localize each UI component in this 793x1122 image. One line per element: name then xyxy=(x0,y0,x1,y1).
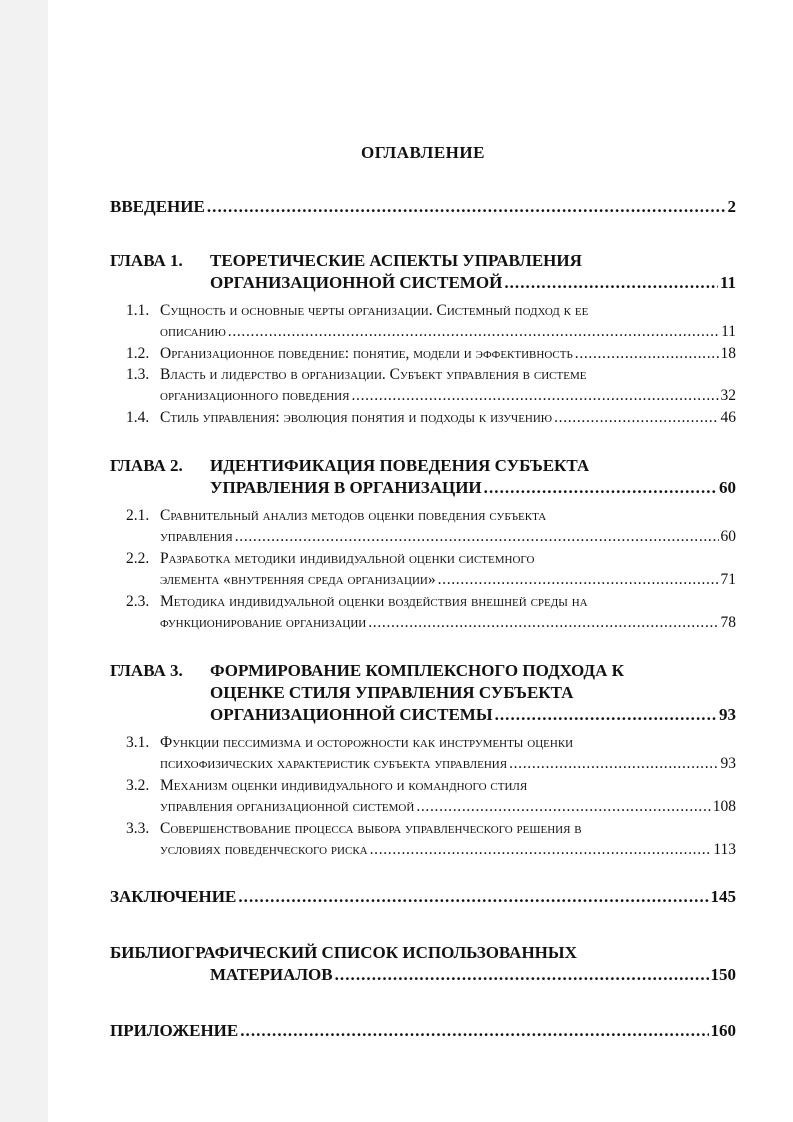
entry-page: 2 xyxy=(727,197,736,216)
leader-dots xyxy=(504,272,718,294)
entry-page: 78 xyxy=(720,614,736,631)
toc-section-3-3 xyxy=(110,818,736,860)
toc-section-1-3 xyxy=(110,364,736,406)
section-number: 3.2. xyxy=(126,777,150,794)
chapter-number: ГЛАВА 1. xyxy=(110,251,183,270)
leader-dots xyxy=(416,796,710,817)
section-number: 1.3. xyxy=(126,366,150,383)
entry-title-line: БИБЛИОГРАФИЧЕСКИЙ СПИСОК ИСПОЛЬЗОВАННЫХ xyxy=(110,943,577,962)
section-title-line: организационного поведения xyxy=(160,387,350,404)
section-number: 1.4. xyxy=(126,409,150,426)
entry-page: 108 xyxy=(712,798,736,815)
section-title-line: функционирование организации xyxy=(160,614,367,631)
section-title-line: управления организационной системой xyxy=(160,798,415,815)
leader-dots xyxy=(368,612,718,633)
chapter-title-line: ТЕОРЕТИЧЕСКИЕ АСПЕКТЫ УПРАВЛЕНИЯ xyxy=(210,251,582,270)
toc-section-1-2 xyxy=(110,343,736,364)
section-number: 2.3. xyxy=(126,593,150,610)
toc-section-2-3 xyxy=(110,591,736,633)
section-title-line: Стиль управления: эволюция понятия и подходы к изучению xyxy=(160,409,553,426)
section-title-line: Сравнительный анализ методов оценки поведения субъекта xyxy=(160,507,547,524)
toc-chapter-1 xyxy=(110,250,736,294)
entry-page: 60 xyxy=(720,528,736,545)
toc-title: ОГЛАВЛЕНИЕ xyxy=(361,143,485,162)
section-title-line: Разработка методики индивидуальной оценки системного xyxy=(160,550,535,567)
toc-entry-conclusion xyxy=(110,886,736,908)
leader-dots xyxy=(484,477,717,499)
entry-page: 150 xyxy=(710,965,736,984)
leader-dots xyxy=(438,569,719,590)
chapter-title-line: ФОРМИРОВАНИЕ КОМПЛЕКСНОГО ПОДХОДА К xyxy=(210,661,624,680)
toc-chapter-2 xyxy=(110,455,736,499)
toc-section-1-4 xyxy=(110,407,736,428)
toc-section-3-2 xyxy=(110,775,736,817)
section-title-line: Совершенствование процесса выбора управленческого решения в xyxy=(160,820,582,837)
section-number: 1.1. xyxy=(126,302,150,319)
entry-page: 60 xyxy=(719,478,736,497)
section-number: 2.1. xyxy=(126,507,150,524)
toc-chapter-3 xyxy=(110,660,736,726)
section-title-line: управления xyxy=(160,528,233,545)
toc-entry-intro xyxy=(110,196,736,218)
section-title-line: психофизических характеристик субъекта управления xyxy=(160,755,508,772)
leader-dots xyxy=(554,407,718,428)
leader-dots xyxy=(335,964,709,986)
entry-page: 93 xyxy=(719,705,736,724)
entry-page: 11 xyxy=(719,273,736,292)
entry-page: 93 xyxy=(720,755,736,772)
entry-page: 71 xyxy=(720,571,736,588)
toc-entry-bibliography xyxy=(110,942,736,986)
entry-page: 18 xyxy=(720,345,736,362)
leader-dots xyxy=(235,526,719,547)
toc-section-1-1 xyxy=(110,300,736,342)
leader-dots xyxy=(240,1020,708,1042)
toc-section-3-1 xyxy=(110,732,736,774)
section-title-line: элемента «внутренняя среда организации» xyxy=(160,571,436,588)
chapter-title-line: ИДЕНТИФИКАЦИЯ ПОВЕДЕНИЯ СУБЪЕКТА xyxy=(210,456,590,475)
entry-title: ПРИЛОЖЕНИЕ xyxy=(110,1021,239,1040)
chapter-title-line: ОЦЕНКЕ СТИЛЯ УПРАВЛЕНИЯ СУБЪЕКТА xyxy=(210,683,574,702)
toc-entry-appendix xyxy=(110,1020,736,1042)
entry-page: 32 xyxy=(720,387,736,404)
entry-title-line: МАТЕРИАЛОВ xyxy=(210,965,333,984)
entry-page: 160 xyxy=(710,1021,736,1040)
section-number: 1.2. xyxy=(126,345,150,362)
entry-page: 11 xyxy=(721,323,736,340)
leader-dots xyxy=(370,839,712,860)
section-title-line: Организационное поведение: понятие, модели и эффективность xyxy=(160,345,573,362)
toc-section-2-2 xyxy=(110,548,736,590)
chapter-title-line: ОРГАНИЗАЦИОННОЙ СИСТЕМЫ xyxy=(210,705,493,724)
chapter-number: ГЛАВА 3. xyxy=(110,661,183,680)
section-number: 3.1. xyxy=(126,734,150,751)
entry-page: 46 xyxy=(720,409,736,426)
section-title-line: описанию xyxy=(160,323,226,340)
leader-dots xyxy=(575,343,719,364)
section-title-line: Сущность и основные черты организации. Системный подход к ее xyxy=(160,302,589,319)
toc-section-2-1 xyxy=(110,505,736,547)
leader-dots xyxy=(228,321,719,342)
section-number: 3.3. xyxy=(126,820,150,837)
leader-dots xyxy=(495,704,717,726)
section-title-line: Функции пессимизма и осторожности как инструменты оценки xyxy=(160,734,574,751)
section-title-line: Власть и лидерство в организации. Субъект управления в системе xyxy=(160,366,587,383)
leader-dots xyxy=(207,196,726,218)
leader-dots xyxy=(238,886,708,908)
chapter-number: ГЛАВА 2. xyxy=(110,456,183,475)
section-number: 2.2. xyxy=(126,550,150,567)
entry-page: 113 xyxy=(713,841,736,858)
entry-page: 145 xyxy=(710,887,736,906)
chapter-title-line: УПРАВЛЕНИЯ В ОРГАНИЗАЦИИ xyxy=(210,478,482,497)
section-title-line: Методика индивидуальной оценки воздействия внешней среды на xyxy=(160,593,588,610)
entry-title: ВВЕДЕНИЕ xyxy=(110,197,205,216)
entry-title: ЗАКЛЮЧЕНИЕ xyxy=(110,887,237,906)
scan-page-edge xyxy=(0,0,48,1122)
section-title-line: условиях поведенческого риска xyxy=(160,841,368,858)
chapter-title-line: ОРГАНИЗАЦИОННОЙ СИСТЕМОЙ xyxy=(210,273,503,292)
leader-dots xyxy=(351,385,718,406)
section-title-line: Механизм оценки индивидуального и командного стиля xyxy=(160,777,528,794)
leader-dots xyxy=(509,753,718,774)
